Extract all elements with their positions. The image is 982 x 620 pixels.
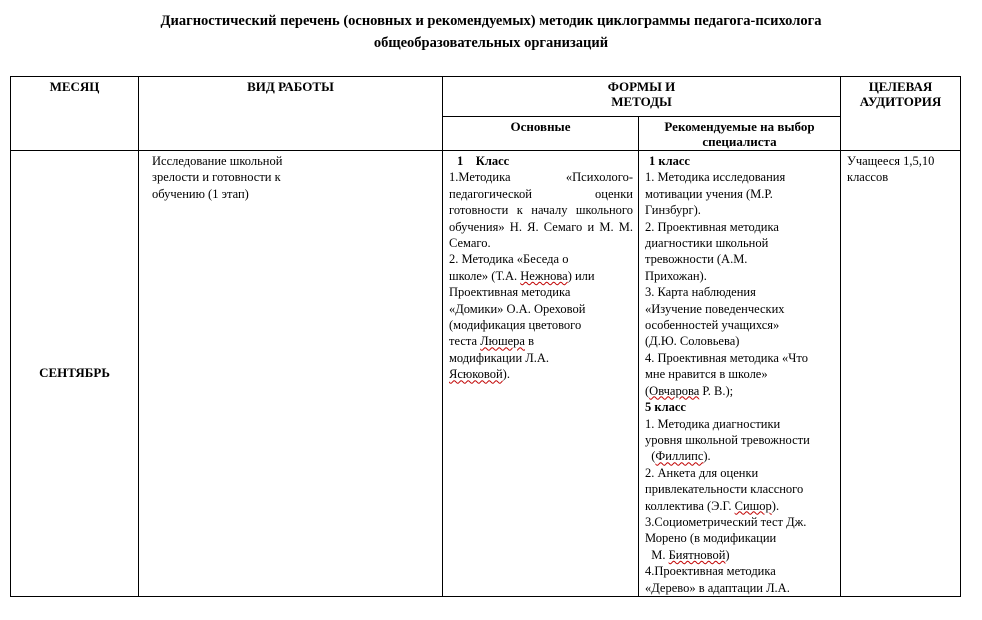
header-target [841,77,961,151]
rec-line: 4. Проективная методика «Что [645,350,808,365]
basic-methods-cell [443,151,639,597]
audience-line: классов [847,170,889,185]
methods-table [10,76,961,597]
basic-text-line [449,268,633,284]
rec-line: 4.Проективная методика [645,564,776,579]
rec-line: привлекательности классного [645,482,804,497]
rec-line [645,547,836,563]
rec-line: 3. Карта наблюдения [645,285,756,300]
rec-line: «Дерево» в адаптации Л.А. [645,580,790,595]
rec-fragment: ). [771,498,780,513]
rec-line: (Д.Ю. Соловьева) [645,334,740,349]
header-forms [443,77,841,117]
rec-line: «Изучение поведенческих [645,301,785,316]
rec-line [645,448,836,464]
rec-line [645,383,836,399]
basic-text-line: «Домики» О.А. Ореховой [449,301,586,316]
basic-text-fragment: ). [502,367,510,382]
table-row [11,151,961,597]
header-target-line1: ЦЕЛЕВАЯ [868,79,933,94]
rec-line: уровня школьной тревожности [645,432,810,447]
basic-text-fragment: теста [449,334,481,349]
rec-line: мотивации учения (М.Р. [645,186,773,201]
rec-line: 1. Методика диагностики [645,416,781,431]
author-name: Ясюковой [449,367,503,382]
rec-fragment: ( [645,383,650,398]
audience-line: Учащееся 1,5,10 [847,154,935,168]
rec-line: мне нравится в школе» [645,367,768,382]
header-recommended-line2: специалиста [702,134,777,149]
header-recommended [639,117,841,151]
header-work-type: ВИД РАБОТЫ [139,77,443,151]
basic-text-fragment: ) или [567,268,595,283]
header-row-1 [11,77,961,117]
rec-line: 3.Социометрический тест Дж. [645,514,807,529]
work-line: обучению (1 этап) [152,186,249,201]
rec-line: Прихожан). [645,268,707,283]
author-name: Овчарова [649,383,700,398]
header-basic: Основные [443,117,639,151]
rec-line: 1. Методика исследования [645,170,786,185]
basic-text-fragment: школе» (Т.А. [449,268,521,283]
basic-method-1: 1.Методика «Психолого-педагогической оценки готовности к началу школьного обучения» Н. Я. Семаго и М. М. Семаго. [449,170,633,251]
basic-class-heading: 1 Класс [457,154,510,168]
rec-line: диагностики школьной [645,236,769,251]
rec-line: Гинзбург). [645,203,701,218]
basic-text-fragment: в [524,334,534,349]
basic-text-line [449,333,633,349]
work-line: Исследование школьной [152,154,283,168]
author-name: Люшера [480,334,525,349]
header-month: МЕСЯЦ [11,77,139,151]
title-line-2: общеобразовательных организаций [373,35,609,51]
header-recommended-line1: Рекомендуемые на выбор [664,119,815,134]
basic-text-line [449,366,633,382]
header-forms-line1: ФОРМЫ И [607,79,676,94]
basic-text-line: модификации Л.А. [449,350,550,365]
work-line: зрелости и готовности к [152,170,281,185]
rec-fragment: ) [725,547,730,562]
header-target-line2: АУДИТОРИЯ [859,94,942,109]
rec-fragment: Р. В.); [699,383,734,398]
rec-fragment: ( [645,449,656,464]
author-name: Филлипс [655,449,704,464]
header-forms-line2: МЕТОДЫ [611,94,672,109]
recommended-methods-cell [639,151,841,597]
month-cell: СЕНТЯБРЬ [11,151,139,597]
rec-line: 2. Проективная методика [645,219,779,234]
rec-line: особенностей учащихся» [645,318,780,333]
title-line-1: Диагностический перечень (основных и рекомендуемых) методик циклограммы педагога-психолога [160,13,822,29]
rec-line: Морено (в модификации [645,531,777,546]
rec-line: 2. Анкета для оценки [645,465,759,480]
author-name: Нежнова [520,268,568,283]
basic-text-line: (модификация цветового [449,318,582,333]
document-title [0,10,982,54]
basic-text-line: 2. Методика «Беседа о [449,252,569,267]
rec-fragment: ). [703,449,711,464]
rec-fragment: коллектива (Э.Г. [645,498,735,513]
author-name: Биятновой [668,547,726,562]
work-type-cell [139,151,443,597]
basic-text-line: Проективная методика [449,285,571,300]
audience-cell [841,151,961,597]
rec-class-5-heading: 5 класс [645,400,686,415]
author-name: Сишор [734,498,772,513]
rec-fragment: М. [645,547,669,562]
rec-line [645,498,836,514]
rec-class-1-heading: 1 класс [649,154,690,168]
rec-line: тревожности (А.М. [645,252,748,267]
